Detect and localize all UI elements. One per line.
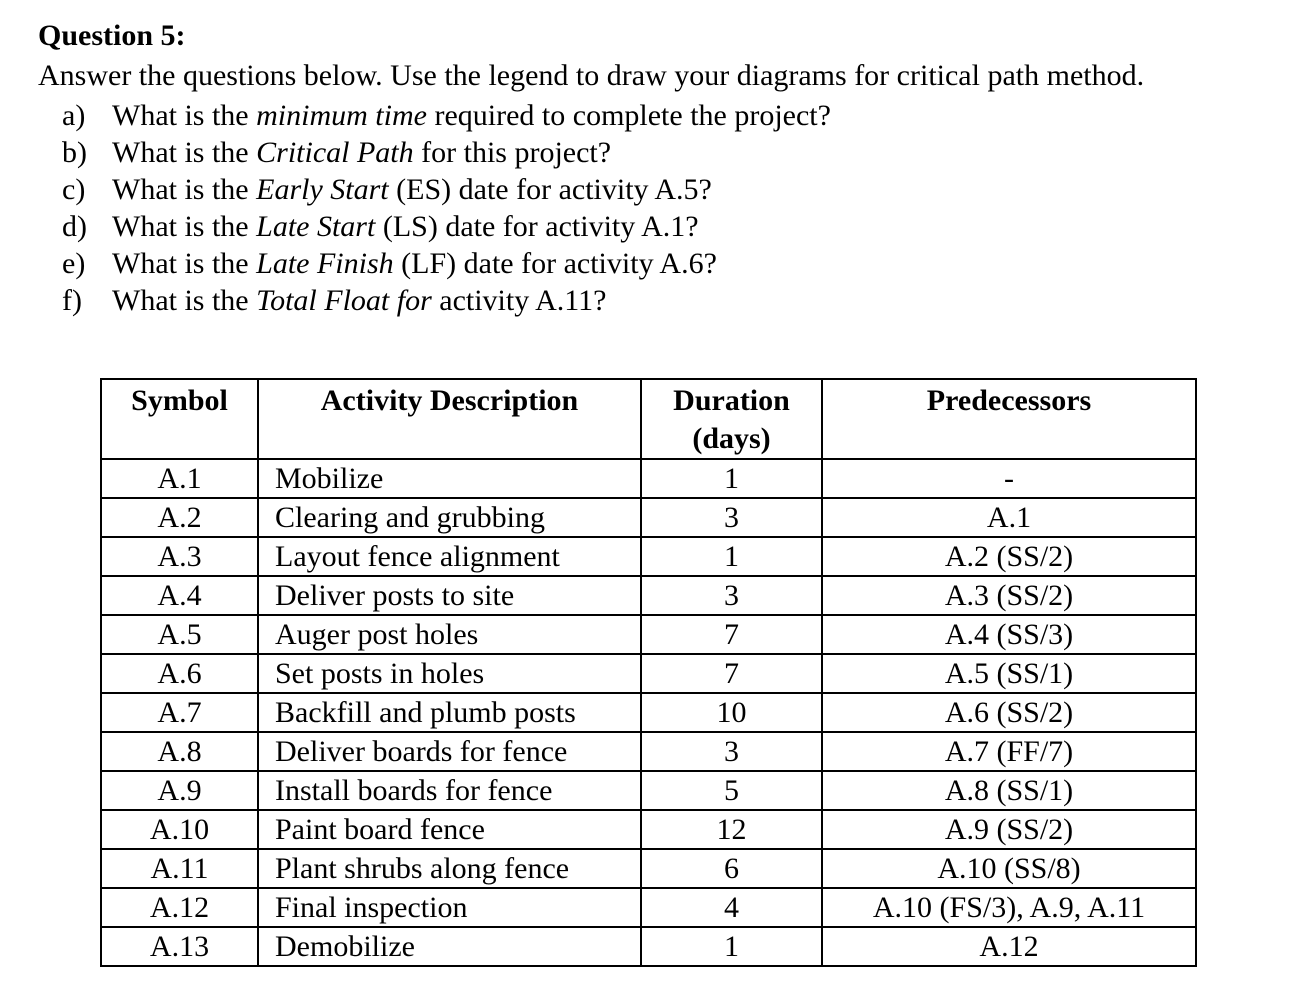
cell-duration: 3 [641, 576, 822, 615]
question-text-post: (LF) date for activity A.6? [393, 247, 717, 280]
cell-symbol: A.1 [101, 459, 258, 498]
table-row [101, 810, 1196, 849]
cell-description: Paint board fence [258, 810, 641, 849]
cell-duration: 10 [641, 693, 822, 732]
table-row [101, 576, 1196, 615]
cell-predecessors: A.9 (SS/2) [822, 810, 1196, 849]
table-row [101, 927, 1196, 966]
question-text-pre: What is the [112, 210, 257, 243]
cell-symbol: A.5 [101, 615, 258, 654]
question-text-pre: What is the [112, 173, 257, 206]
cell-duration: 7 [641, 615, 822, 654]
cell-description: Deliver posts to site [258, 576, 641, 615]
cell-description: Plant shrubs along fence [258, 849, 641, 888]
cell-symbol: A.10 [101, 810, 258, 849]
cell-duration: 5 [641, 771, 822, 810]
question-item [62, 171, 831, 208]
cell-symbol: A.3 [101, 537, 258, 576]
cell-duration: 4 [641, 888, 822, 927]
question-heading: Question 5: [38, 19, 186, 52]
table-row [101, 693, 1196, 732]
question-intro: Answer the questions below. Use the legend to draw your diagrams for critical path method. [38, 59, 1145, 92]
header-duration [641, 379, 822, 459]
question-letter: b) [62, 136, 87, 169]
cell-symbol: A.6 [101, 654, 258, 693]
question-item [62, 208, 831, 245]
cell-predecessors: A.12 [822, 927, 1196, 966]
cell-description: Backfill and plumb posts [258, 693, 641, 732]
table-row [101, 654, 1196, 693]
cell-symbol: A.4 [101, 576, 258, 615]
cell-symbol: A.12 [101, 888, 258, 927]
cell-description: Final inspection [258, 888, 641, 927]
question-letter: c) [62, 173, 86, 206]
table-row [101, 849, 1196, 888]
question-text-post: required to complete the project? [426, 99, 831, 132]
table-row [101, 888, 1196, 927]
cell-symbol: A.11 [101, 849, 258, 888]
question-text-pre: What is the [112, 284, 257, 317]
cell-duration: 7 [641, 654, 822, 693]
question-item [62, 97, 831, 134]
table-row [101, 537, 1196, 576]
header-description: Activity Description [258, 379, 641, 459]
cell-predecessors: A.1 [822, 498, 1196, 537]
question-term: Total Float for [256, 284, 432, 317]
question-text-post: for this project? [413, 136, 612, 169]
question-term: minimum time [256, 99, 427, 132]
cell-predecessors: A.8 (SS/1) [822, 771, 1196, 810]
cell-symbol: A.13 [101, 927, 258, 966]
question-term: Critical Path [256, 136, 414, 169]
cell-duration: 1 [641, 459, 822, 498]
question-text-post: (ES) date for activity A.5? [388, 173, 712, 206]
question-letter: f) [62, 284, 82, 317]
cell-predecessors: - [822, 459, 1196, 498]
question-item [62, 245, 831, 282]
cell-duration: 12 [641, 810, 822, 849]
question-text-pre: What is the [112, 247, 257, 280]
table-row [101, 732, 1196, 771]
cell-duration: 3 [641, 732, 822, 771]
header-duration-line2: (days) [692, 422, 771, 455]
cell-predecessors: A.4 (SS/3) [822, 615, 1196, 654]
activity-table [100, 378, 1197, 967]
question-text-post: (LS) date for activity A.1? [375, 210, 699, 243]
table-header-row [101, 379, 1196, 459]
question-item [62, 134, 831, 171]
cell-predecessors: A.10 (SS/8) [822, 849, 1196, 888]
header-duration-line1: Duration [673, 384, 790, 417]
question-text-pre: What is the [112, 136, 257, 169]
cell-description: Mobilize [258, 459, 641, 498]
cell-predecessors: A.3 (SS/2) [822, 576, 1196, 615]
cell-description: Layout fence alignment [258, 537, 641, 576]
cell-symbol: A.2 [101, 498, 258, 537]
cell-symbol: A.9 [101, 771, 258, 810]
header-predecessors: Predecessors [822, 379, 1196, 459]
header-symbol: Symbol [101, 379, 258, 459]
question-term: Late Start [256, 210, 376, 243]
cell-predecessors: A.6 (SS/2) [822, 693, 1196, 732]
cell-description: Set posts in holes [258, 654, 641, 693]
cell-predecessors: A.5 (SS/1) [822, 654, 1196, 693]
table-row [101, 498, 1196, 537]
cell-duration: 3 [641, 498, 822, 537]
cell-predecessors: A.2 (SS/2) [822, 537, 1196, 576]
table-row [101, 459, 1196, 498]
cell-duration: 1 [641, 927, 822, 966]
table-row [101, 771, 1196, 810]
question-text-pre: What is the [112, 99, 257, 132]
question-item [62, 282, 831, 319]
cell-predecessors: A.7 (FF/7) [822, 732, 1196, 771]
question-term: Late Finish [256, 247, 394, 280]
question-text-post: activity A.11? [431, 284, 607, 317]
cell-description: Demobilize [258, 927, 641, 966]
cell-symbol: A.8 [101, 732, 258, 771]
cell-predecessors: A.10 (FS/3), A.9, A.11 [822, 888, 1196, 927]
cell-duration: 6 [641, 849, 822, 888]
question-letter: e) [62, 247, 86, 280]
cell-symbol: A.7 [101, 693, 258, 732]
cell-description: Auger post holes [258, 615, 641, 654]
cell-description: Deliver boards for fence [258, 732, 641, 771]
question-term: Early Start [256, 173, 389, 206]
question-letter: d) [62, 210, 87, 243]
table-row [101, 615, 1196, 654]
question-letter: a) [62, 99, 86, 132]
cell-description: Clearing and grubbing [258, 498, 641, 537]
cell-duration: 1 [641, 537, 822, 576]
cell-description: Install boards for fence [258, 771, 641, 810]
question-list [62, 97, 831, 319]
